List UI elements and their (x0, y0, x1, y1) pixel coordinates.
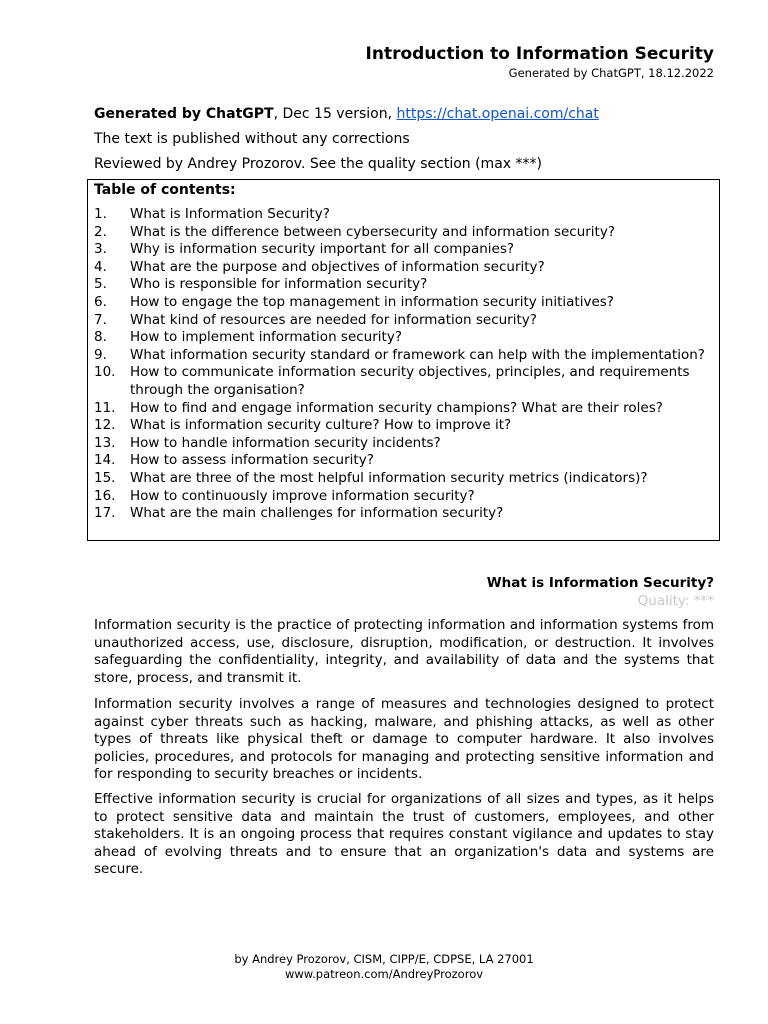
published-note: The text is published without any corrections (94, 131, 410, 147)
toc-item-text: What kind of resources are needed for information security? (130, 311, 537, 328)
toc-item-number: 3. (94, 241, 107, 258)
toc-item-number: 7. (94, 311, 107, 328)
toc-item-text: How to continuously improve information security? (130, 487, 475, 504)
toc-item (94, 329, 714, 347)
generated-label: Generated by ChatGPT (94, 106, 274, 122)
toc-item-number: 6. (94, 293, 107, 310)
toc-item-text: How to assess information security? (130, 452, 374, 469)
toc-item-text: How to find and engage information security champions? What are their roles? (130, 399, 663, 416)
toc-item (94, 224, 714, 242)
toc-item-number: 2. (94, 223, 107, 240)
chatgpt-link[interactable]: https://chat.openai.com/chat (396, 106, 599, 122)
review-note: Reviewed by Andrey Prozorov. See the quality section (max ***) (94, 156, 542, 172)
toc-item-text: What is information security culture? How to improve it? (130, 417, 512, 434)
document-title: Introduction to Information Security (365, 44, 714, 64)
footer-author: by Andrey Prozorov, CISM, CIPP/E, CDPSE, LA 27001 (234, 952, 534, 966)
toc-item (94, 241, 714, 259)
toc-item (94, 400, 714, 418)
toc-item-text: What is the difference between cybersecurity and information security? (130, 223, 616, 240)
toc-item (94, 417, 714, 435)
toc-item (94, 347, 714, 365)
toc-item-number: 11. (94, 399, 116, 416)
toc-item-text: What are three of the most helpful information security metrics (indicators)? (130, 469, 648, 486)
toc-item-number: 1. (94, 206, 107, 222)
toc-item-number: 9. (94, 346, 107, 363)
toc-item-text: How to communicate information security objectives, principles, and requirements through the organisation? (130, 364, 690, 398)
toc-heading: Table of contents: (94, 182, 236, 198)
toc-item-text: How to engage the top management in information security initiatives? (130, 293, 614, 310)
toc-item (94, 206, 714, 224)
toc-list (94, 206, 714, 523)
generated-version: , Dec 15 version, (273, 106, 397, 122)
toc-item (94, 452, 714, 470)
quality-rating: Quality: *** (637, 593, 714, 609)
toc-item-number: 14. (94, 452, 116, 469)
toc-item-number: 17. (94, 505, 116, 522)
toc-item-text: What are the purpose and objectives of information security? (130, 258, 545, 275)
toc-item-number: 13. (94, 434, 116, 451)
toc-item-number: 16. (94, 487, 116, 504)
toc-item-text: Who is responsible for information security? (130, 276, 428, 293)
toc-item (94, 470, 714, 488)
toc-item (94, 364, 714, 399)
toc-item-text: What is Information Security? (130, 206, 330, 222)
toc-item-text: What information security standard or framework can help with the implementation? (130, 346, 705, 363)
toc-item-number: 4. (94, 258, 107, 275)
section-title: What is Information Security? (486, 575, 714, 591)
document-subtitle: Generated by ChatGPT, 18.12.2022 (508, 66, 714, 80)
section-paragraph: Effective information security is crucial for organizations of all sizes and types, as it helps to protect sensitive data and maintain the trust of customers, employees, and other stakeholders. It is an ongoing process that requires constant vigilance and updates to stay ahead of evolving threats and to ensure that an organization's data and systems are secure. (94, 791, 714, 878)
toc-item-text: What are the main challenges for information security? (130, 505, 504, 522)
toc-item-text: How to handle information security incidents? (130, 434, 441, 451)
toc-item (94, 435, 714, 453)
table-of-contents (87, 179, 720, 541)
toc-item-number: 10. (94, 364, 116, 381)
toc-item-number: 8. (94, 329, 107, 346)
toc-item-number: 12. (94, 417, 116, 434)
generated-line (94, 105, 714, 123)
section-paragraph: Information security is the practice of protecting information and information systems from unauthorized access, use, disclosure, disruption, modification, or destruction. It involves safeguarding the confidentiality, integrity, and availability of data and the systems that store, process, and transmit it. (94, 617, 714, 686)
toc-item-number: 15. (94, 469, 116, 486)
toc-item (94, 259, 714, 277)
toc-item (94, 505, 714, 523)
toc-item-text: How to implement information security? (130, 329, 402, 346)
toc-item (94, 488, 714, 506)
footer-website: www.patreon.com/AndreyProzorov (284, 967, 484, 981)
toc-item (94, 294, 714, 312)
section-paragraph: Information security involves a range of measures and technologies designed to protect against cyber threats such as hacking, malware, and phishing attacks, as well as other types of threats like physical theft or damage to computer hardware. It also involves policies, procedures, and protocols for managing and protecting sensitive information and for responding to security breaches or incidents. (94, 696, 714, 783)
toc-item (94, 312, 714, 330)
toc-item-number: 5. (94, 276, 107, 293)
toc-item-text: Why is information security important for all companies? (130, 241, 515, 258)
toc-item (94, 276, 714, 294)
